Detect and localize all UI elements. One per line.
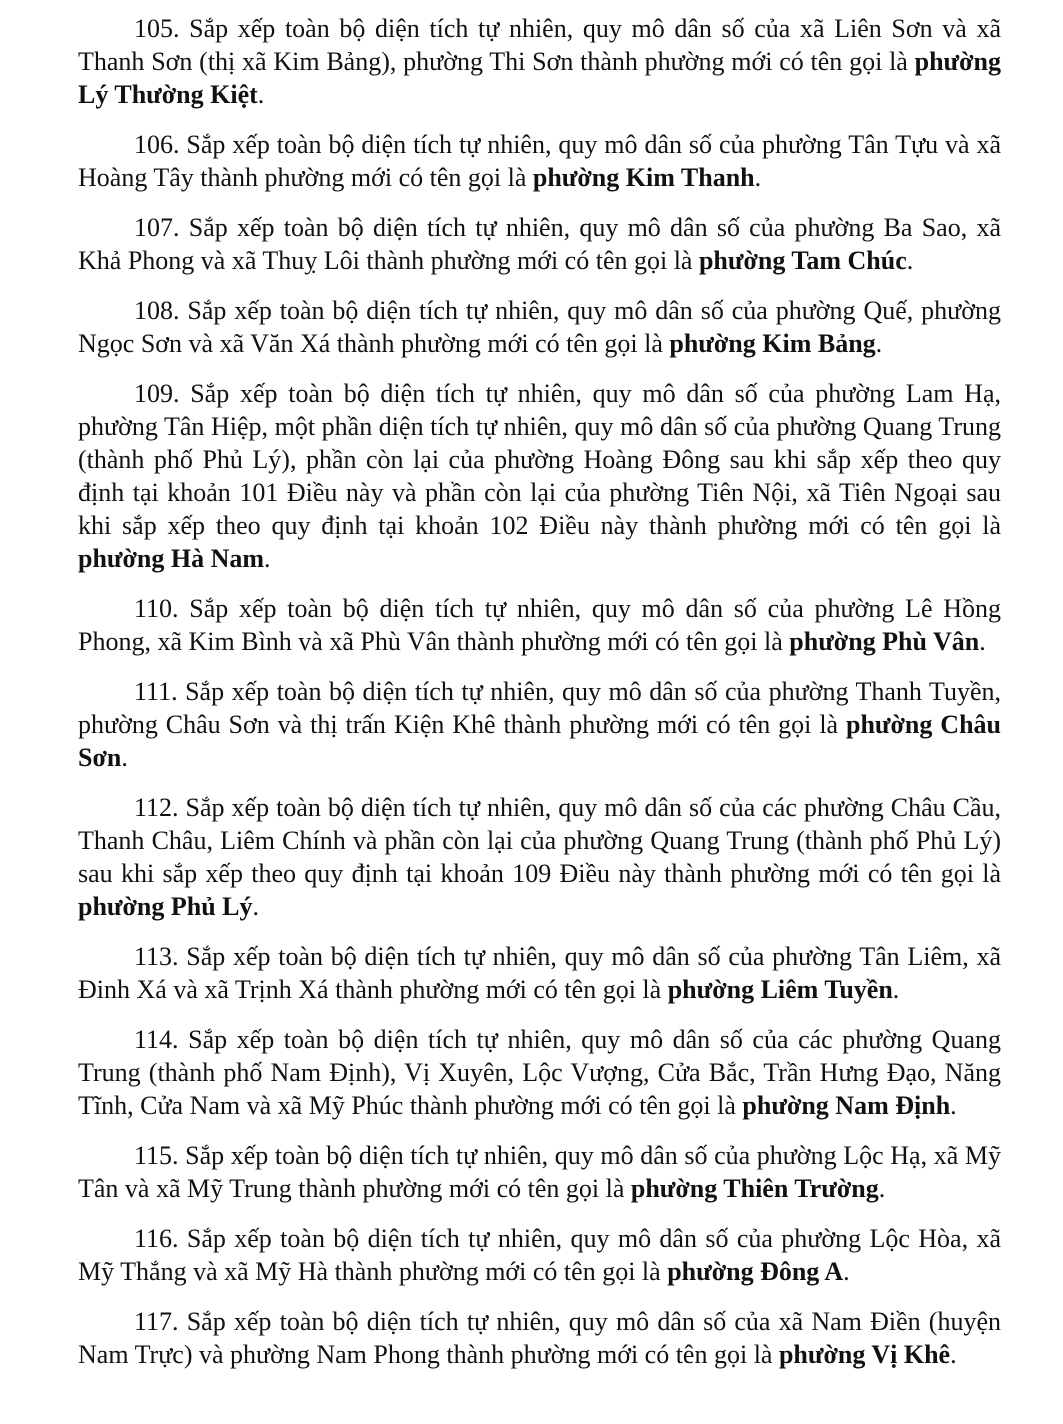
clause-end: . <box>979 627 986 656</box>
new-ward-name: phường Nam Định <box>742 1091 951 1120</box>
clause-end: . <box>257 80 265 109</box>
clause-end: . <box>950 1340 957 1369</box>
clause-text: 113. Sắp xếp toàn bộ diện tích tự nhiên, quy mô dân số của phường Tân Liêm, xã Đinh Xá và xã Trịnh Xá thành phường mới có tên gọi là <box>78 942 1001 1004</box>
clause-text: 115. Sắp xếp toàn bộ diện tích tự nhiên, quy mô dân số của phường Lộc Hạ, xã Mỹ Tân và xã Mỹ Trung thành phường mới có tên gọi là <box>78 1141 1001 1203</box>
article-clause <box>78 675 1001 774</box>
article-clause <box>78 294 1001 360</box>
article-clause <box>78 12 1001 111</box>
clause-text: 108. Sắp xếp toàn bộ diện tích tự nhiên, quy mô dân số của phường Quế, phường Ngọc Sơn và xã Văn Xá thành phường mới có tên gọi là <box>78 296 1001 358</box>
clause-text: 106. Sắp xếp toàn bộ diện tích tự nhiên, quy mô dân số của phường Tân Tựu và xã Hoàng Tây thành phường mới có tên gọi là <box>78 130 1001 192</box>
clause-text: 109. Sắp xếp toàn bộ diện tích tự nhiên, quy mô dân số của phường Lam Hạ, phường Tân Hiệp, một phần diện tích tự nhiên, quy mô dân số của phường Quang Trung (thành phố Phủ Lý), phần còn lại của phường Hoàng Đông sau khi sắp xếp theo quy định tại khoản 101 Điều này và phần còn lại của phường Tiên Nội, xã Tiên Ngoại sau khi sắp xếp theo quy định tại khoản 102 Điều này thành phường mới có tên gọi là <box>78 379 1001 540</box>
article-clause <box>78 592 1001 658</box>
clause-end: . <box>892 975 900 1004</box>
article-clause <box>78 940 1001 1006</box>
article-clause <box>78 128 1001 194</box>
article-clause <box>78 791 1001 923</box>
article-clause <box>78 1139 1001 1205</box>
new-ward-name: phường Đông A <box>667 1257 844 1286</box>
clause-text: 107. Sắp xếp toàn bộ diện tích tự nhiên, quy mô dân số của phường Ba Sao, xã Khả Phong và xã Thuỵ Lôi thành phường mới có tên gọi là <box>78 213 1001 275</box>
clause-end: . <box>906 246 914 275</box>
clause-text: 116. Sắp xếp toàn bộ diện tích tự nhiên, quy mô dân số của phường Lộc Hòa, xã Mỹ Thắng và xã Mỹ Hà thành phường mới có tên gọi là <box>78 1224 1001 1286</box>
new-ward-name: phường Phủ Lý <box>78 892 253 921</box>
clause-end: . <box>875 329 883 358</box>
clause-text: 117. Sắp xếp toàn bộ diện tích tự nhiên, quy mô dân số của xã Nam Điền (huyện Nam Trực) và phường Nam Phong thành phường mới có tên gọi là <box>78 1307 1001 1369</box>
clause-text: 110. Sắp xếp toàn bộ diện tích tự nhiên, quy mô dân số của phường Lê Hồng Phong, xã Kim Bình và xã Phù Vân thành phường mới có tên gọi là <box>78 594 1001 656</box>
new-ward-name: phường Hà Nam <box>78 544 265 573</box>
new-ward-name: phường Châu Sơn <box>78 710 1001 772</box>
new-ward-name: phường Lý Thường Kiệt <box>78 47 1001 109</box>
article-clause <box>78 377 1001 575</box>
clause-end: . <box>754 163 762 192</box>
clause-text: 111. Sắp xếp toàn bộ diện tích tự nhiên, quy mô dân số của phường Thanh Tuyền, phường Châu Sơn và thị trấn Kiện Khê thành phường mới có tên gọi là <box>78 677 1001 739</box>
clause-end: . <box>843 1257 850 1286</box>
clause-end: . <box>950 1091 957 1120</box>
new-ward-name: phường Vị Khê <box>778 1340 951 1369</box>
new-ward-name: phường Kim Bảng <box>669 329 876 358</box>
article-clause <box>78 1222 1001 1288</box>
clause-end: . <box>878 1174 886 1203</box>
clause-end: . <box>264 544 271 573</box>
clause-end: . <box>121 743 128 772</box>
new-ward-name: phường Thiên Trường <box>630 1174 879 1203</box>
clause-text: 112. Sắp xếp toàn bộ diện tích tự nhiên, quy mô dân số của các phường Châu Cầu, Thanh Châu, Liêm Chính và phần còn lại của phường Quang Trung (thành phố Phủ Lý) sau khi sắp xếp theo quy định tại khoản 109 Điều này thành phường mới có tên gọi là <box>78 793 1001 888</box>
article-clause <box>78 1305 1001 1371</box>
clause-text: 105. Sắp xếp toàn bộ diện tích tự nhiên, quy mô dân số của xã Liên Sơn và xã Thanh Sơn (thị xã Kim Bảng), phường Thi Sơn thành phường mới có tên gọi là <box>78 14 1001 76</box>
new-ward-name: phường Phù Vân <box>789 627 980 656</box>
article-clause <box>78 211 1001 277</box>
new-ward-name: phường Tam Chúc <box>698 246 907 275</box>
clause-end: . <box>252 892 260 921</box>
new-ward-name: phường Kim Thanh <box>532 163 755 192</box>
new-ward-name: phường Liêm Tuyền <box>667 975 893 1004</box>
clause-text: 114. Sắp xếp toàn bộ diện tích tự nhiên, quy mô dân số của các phường Quang Trung (thành phố Nam Định), Vị Xuyên, Lộc Vượng, Cửa Bắc, Trần Hưng Đạo, Năng Tĩnh, Cửa Nam và xã Mỹ Phúc thành phường mới có tên gọi là <box>78 1025 1001 1120</box>
article-clause <box>78 1023 1001 1122</box>
